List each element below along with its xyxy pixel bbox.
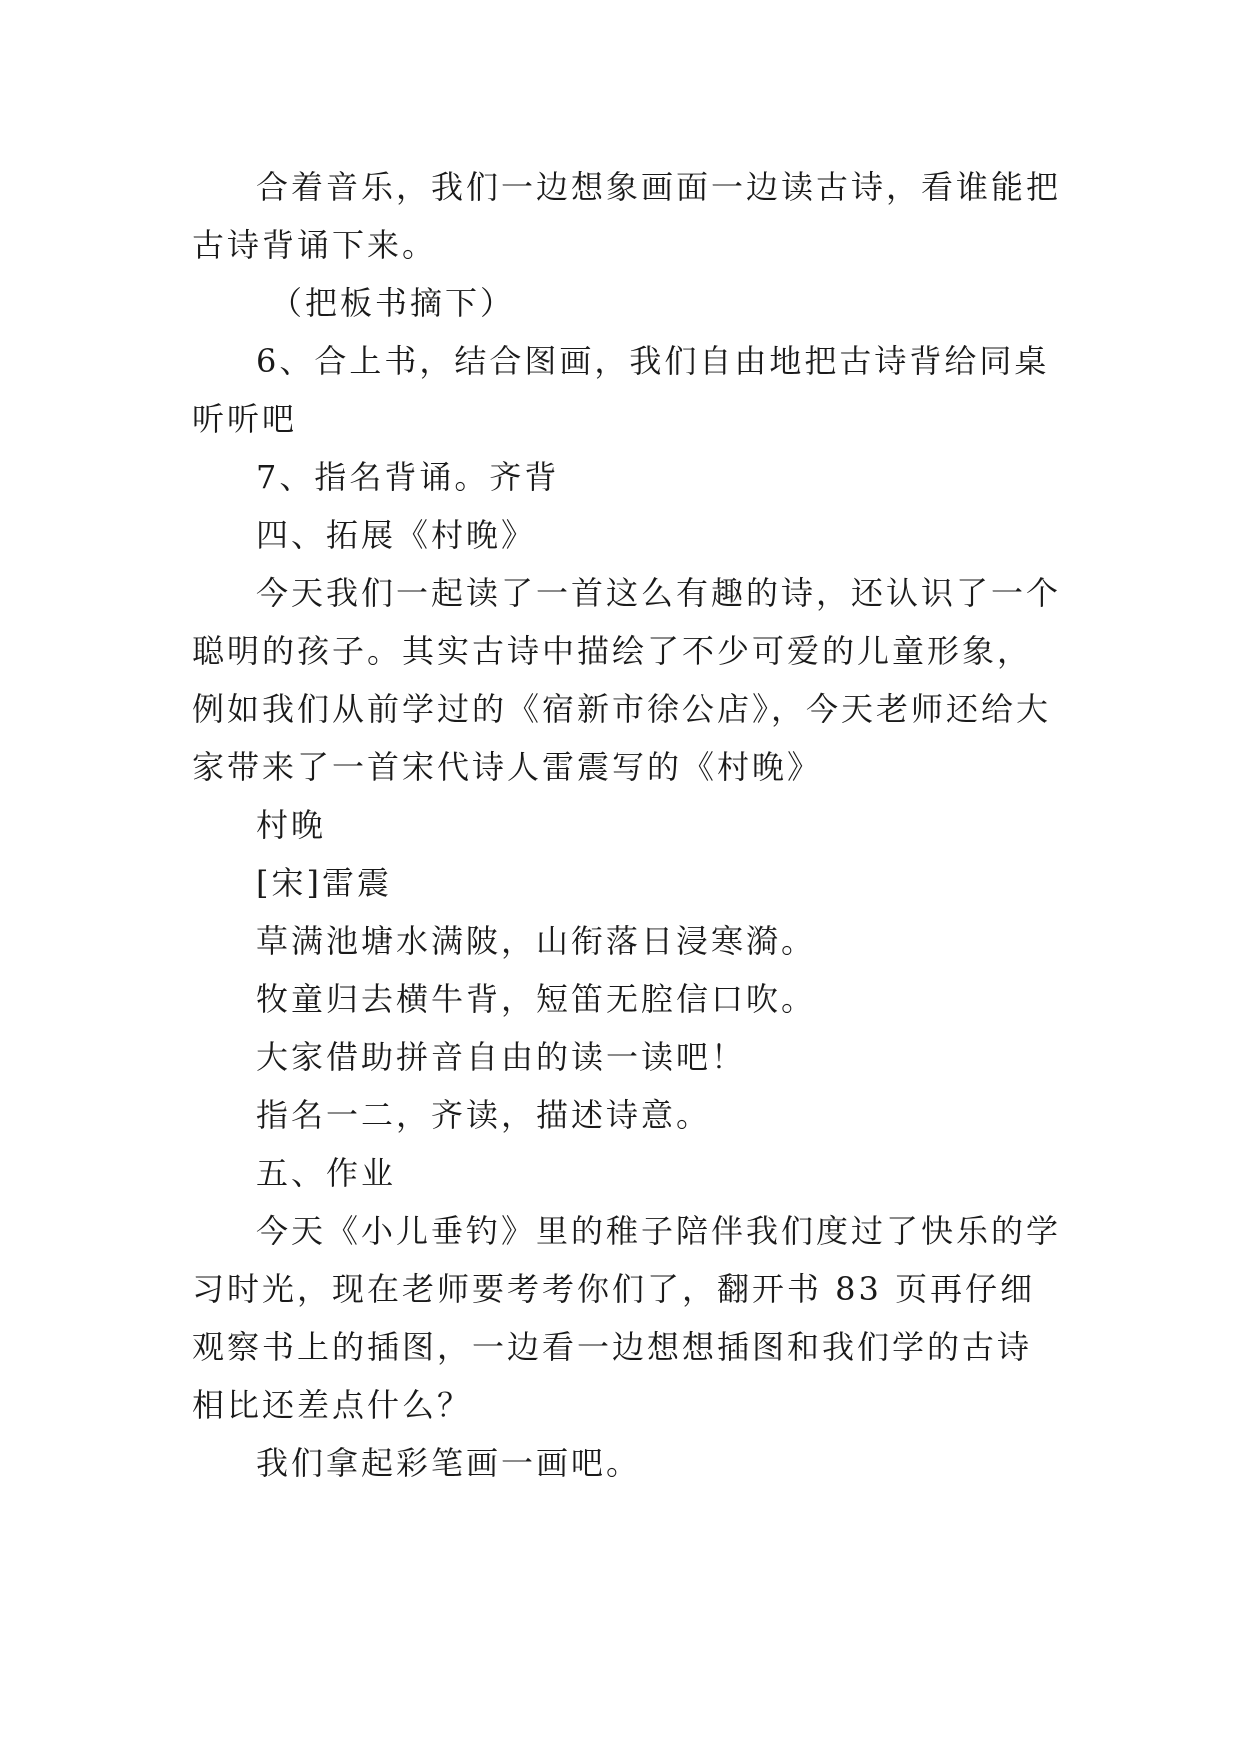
paragraph-step-7: 7、指名背诵。齐背 (256, 458, 560, 496)
paragraph-extension-intro: 今天我们一起读了一首这么有趣的诗，还认识了一个聪明的孩子。其实古诗中描绘了不少可爱的儿童形象，例如我们从前学过的《宿新市徐公店》，今天老师还给大家带来了一首宋代诗人雷震写的《村晚》 (192, 574, 1062, 786)
poem-line-1: 草满池塘水满陂，山衔落日浸寒漪。 (256, 922, 817, 960)
document-body (192, 158, 1062, 1492)
poem-title: 村晚 (256, 806, 327, 844)
paragraph-step-6: 6、合上书，结合图画，我们自由地把古诗背给同桌听听吧 (192, 342, 1050, 438)
paragraph-free-reading: 大家借助拼音自由的读一读吧！ (256, 1038, 747, 1076)
section-heading-homework: 五、作业 (256, 1154, 397, 1192)
paragraph-homework: 今天《小儿垂钓》里的稚子陪伴我们度过了快乐的学习时光，现在老师要考考你们了，翻开书 83 页再仔细观察书上的插图，一边看一边想想插图和我们学的古诗相比还差点什么？ (192, 1212, 1062, 1424)
paragraph-recite-with-music: 合着音乐，我们一边想象画面一边读古诗，看谁能把古诗背诵下来。 (192, 168, 1062, 264)
paragraph-describe-meaning: 指名一二，齐读，描述诗意。 (256, 1096, 712, 1134)
paragraph-remove-board-notes: （把板书摘下） (270, 284, 516, 322)
paragraph-draw: 我们拿起彩笔画一画吧。 (256, 1444, 642, 1482)
section-heading-extension: 四、拓展《村晚》 (256, 516, 537, 554)
poem-author: [宋]雷震 (256, 864, 392, 902)
poem-line-2: 牧童归去横牛背，短笛无腔信口吹。 (256, 980, 817, 1018)
